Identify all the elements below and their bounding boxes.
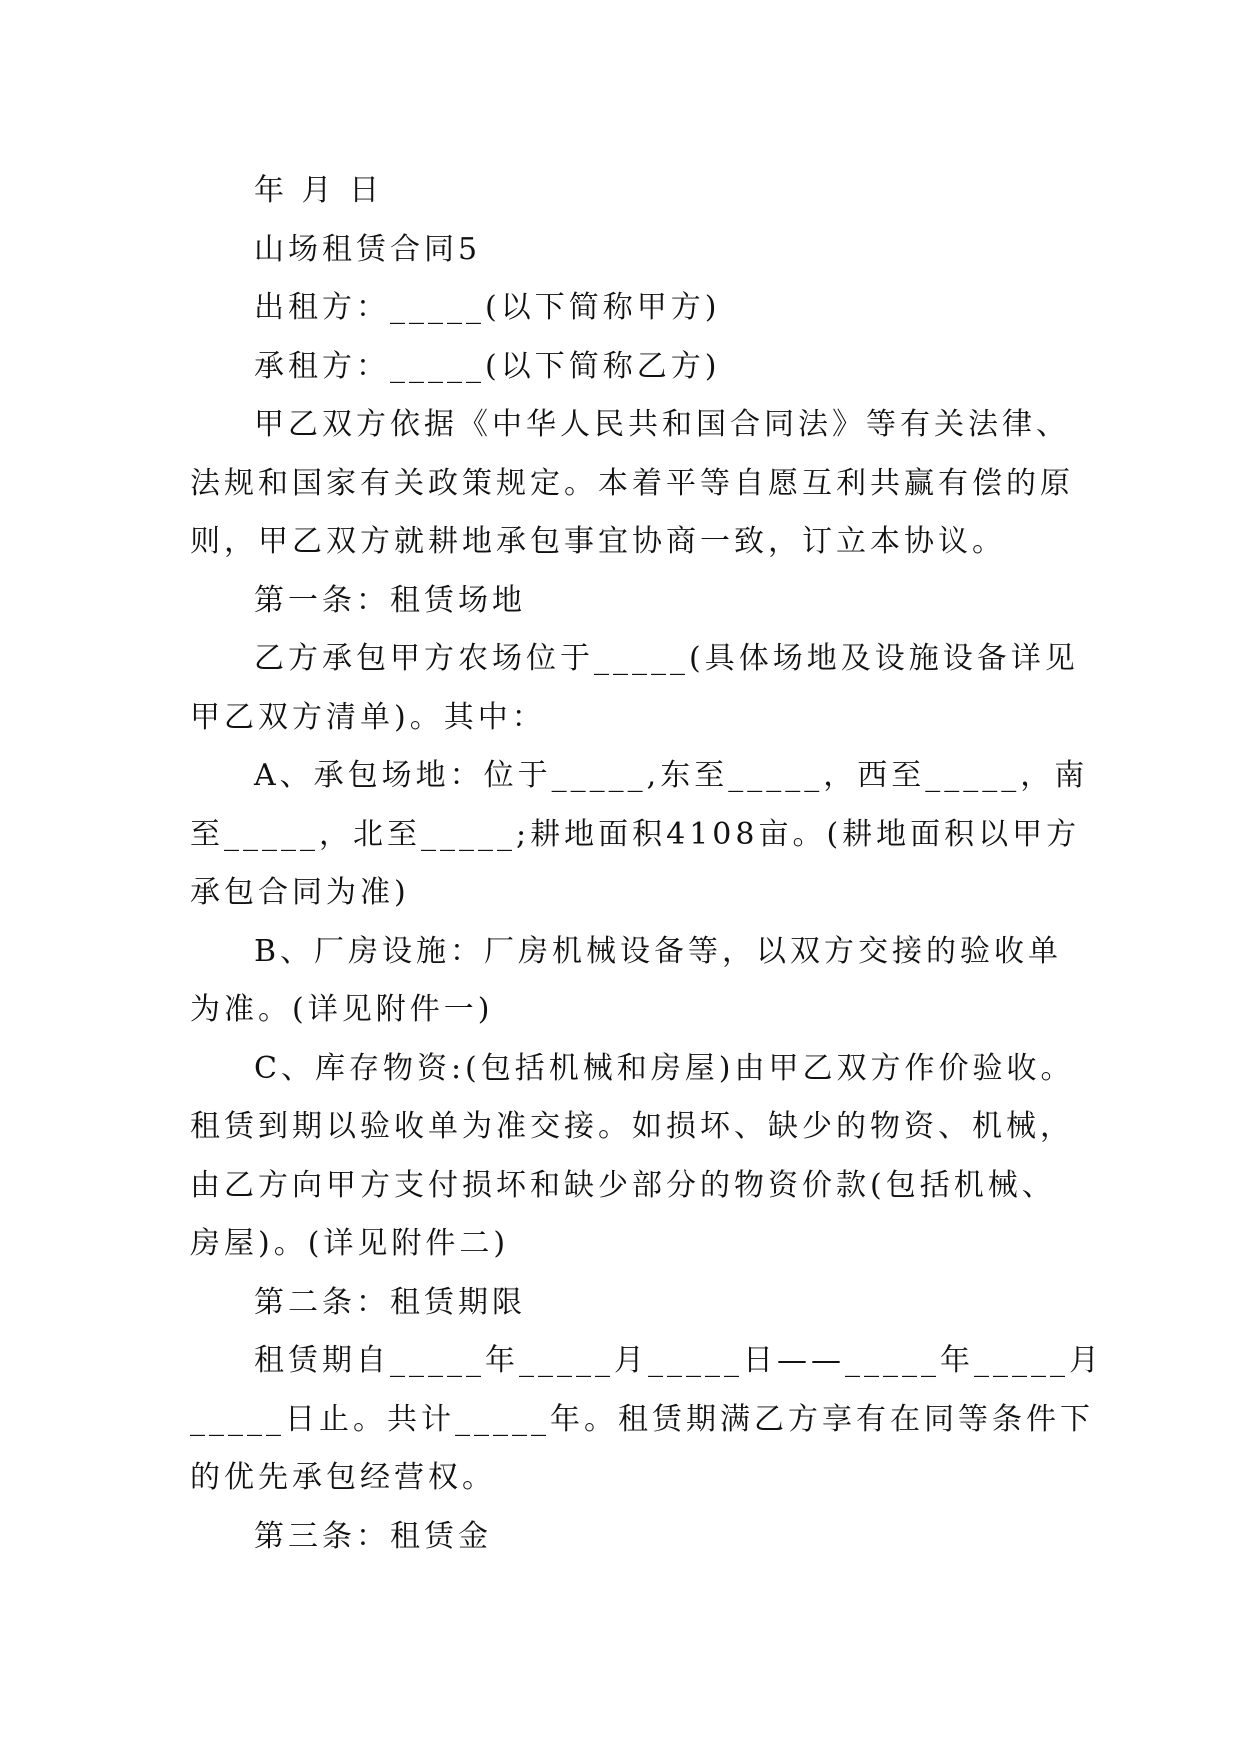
article-1-line-2: 甲乙双方清单)。其中： bbox=[190, 699, 546, 735]
article-2-line-3: 的优先承包经营权。 bbox=[190, 1460, 496, 1495]
clause-a-line-2: 至_____，北至_____;耕地面积4108亩。(耕地面积以甲方 bbox=[190, 816, 1081, 852]
clause-c-line-2: 租赁到期以验收单为准交接。如损坏、缺少的物资、机械， bbox=[190, 1109, 1074, 1144]
article-2-line-1: 租赁期自_____年_____月_____日——_____年_____月 bbox=[254, 1343, 1103, 1378]
clause-c-line-1: C、库存物资:(包括机械和房屋)由甲乙双方作价验收。 bbox=[254, 1050, 1075, 1086]
clause-a-line-3: 承包合同为准) bbox=[190, 875, 410, 910]
contract-title: 山场租赁合同5 bbox=[254, 231, 482, 267]
article-1-line-1: 乙方承包甲方农场位于_____(具体场地及设施设备详见 bbox=[254, 641, 1079, 676]
lessee-line: 承租方：_____(以下简称乙方) bbox=[254, 348, 721, 384]
clause-c-line-3: 由乙方向甲方支付损坏和缺少部分的物资价款(包括机械、 bbox=[190, 1167, 1056, 1203]
date-line: 年 月 日 bbox=[254, 173, 384, 208]
article-2-line-2: _____日止。共计_____年。租赁期满乙方享有在同等条件下 bbox=[190, 1401, 1094, 1437]
contract-body bbox=[190, 162, 1103, 1566]
clause-a-line-1: A、承包场地：位于_____,东至_____，西至_____，南 bbox=[254, 758, 1089, 793]
lessor-line: 出租方：_____(以下简称甲方) bbox=[254, 290, 721, 325]
clause-c-line-4: 房屋)。(详见附件二) bbox=[190, 1226, 510, 1261]
preamble-line-3: 则，甲乙双方就耕地承包事宜协商一致，订立本协议。 bbox=[190, 524, 1006, 559]
article-3-heading: 第三条：租赁金 bbox=[254, 1518, 492, 1554]
preamble-line-2: 法规和国家有关政策规定。本着平等自愿互利共赢有偿的原 bbox=[190, 465, 1074, 501]
preamble-line-1: 甲乙双方依据《中华人民共和国合同法》等有关法律、 bbox=[254, 407, 1070, 442]
article-1-heading: 第一条：租赁场地 bbox=[254, 582, 526, 618]
clause-b-line-2: 为准。(详见附件一) bbox=[190, 992, 494, 1027]
article-2-heading: 第二条：租赁期限 bbox=[254, 1284, 526, 1320]
clause-b-line-1: B、厂房设施：厂房机械设备等，以双方交接的验收单 bbox=[254, 933, 1063, 969]
